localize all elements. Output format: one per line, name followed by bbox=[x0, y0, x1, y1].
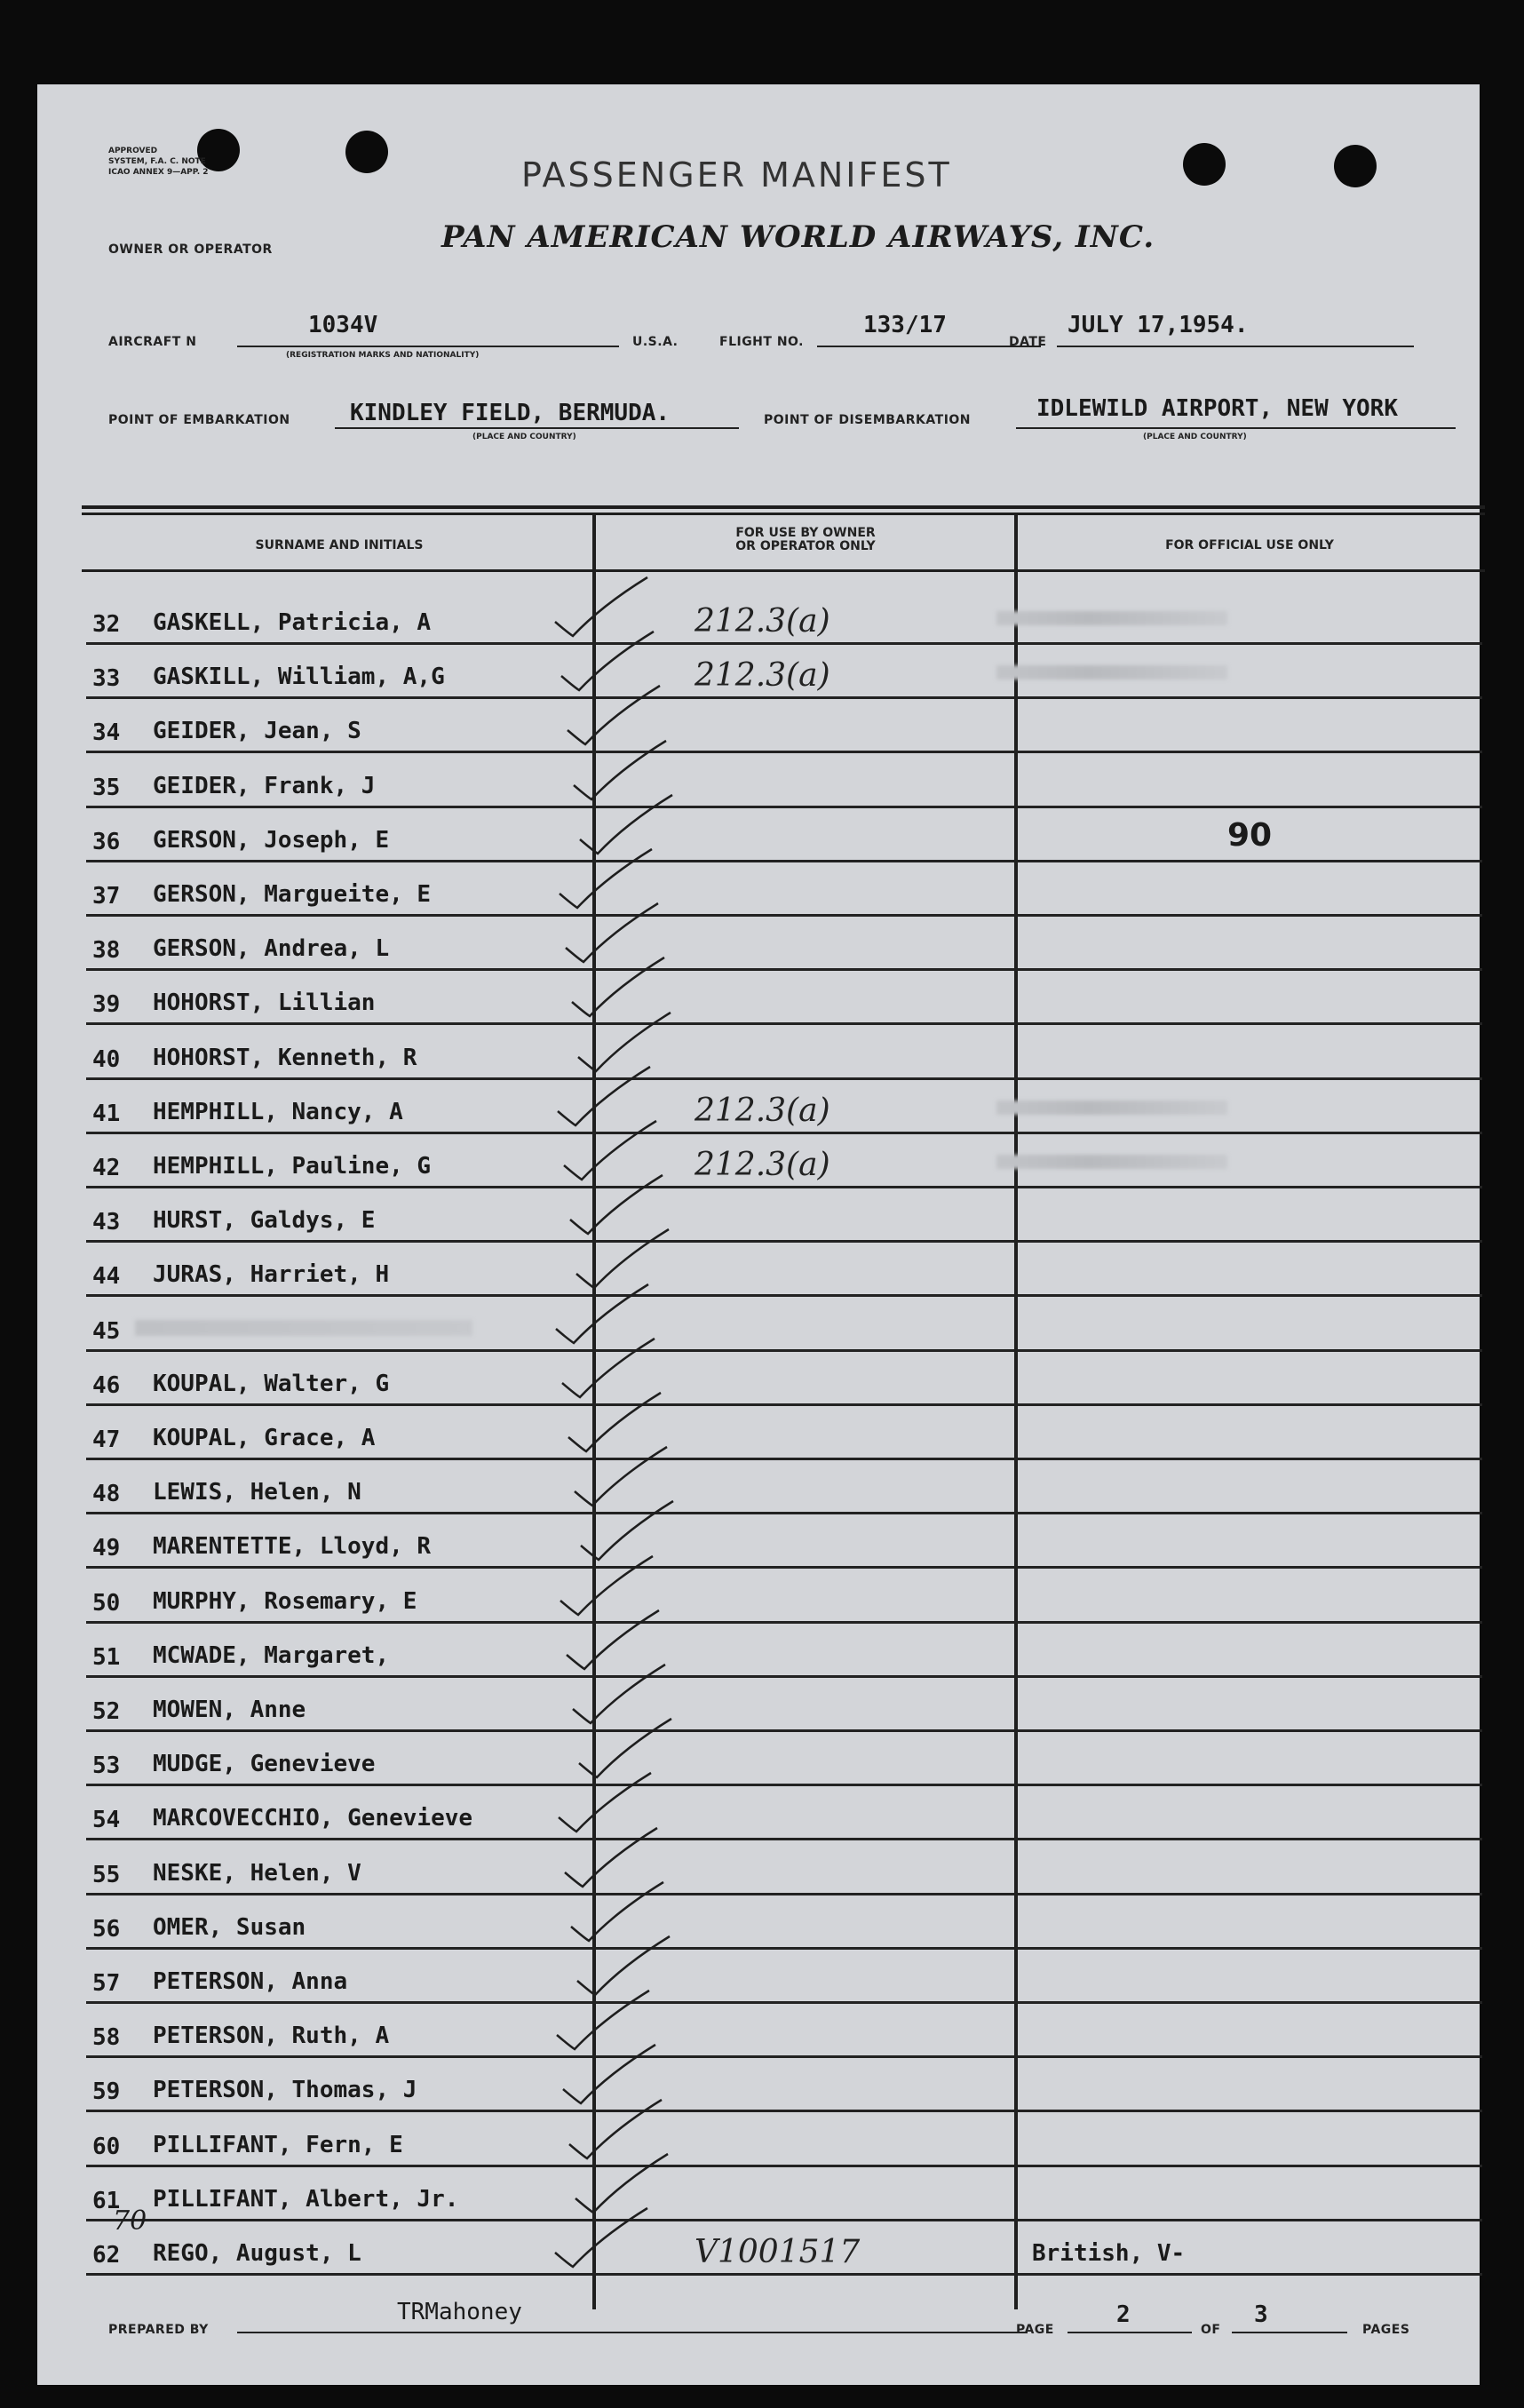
punch-hole bbox=[1183, 143, 1226, 186]
column-header-official: FOR OFFICIAL USE ONLY bbox=[1165, 538, 1334, 552]
row-number: 33 bbox=[92, 665, 121, 693]
page-number: 2 bbox=[1116, 2301, 1131, 2328]
passenger-row bbox=[37, 2167, 1480, 2221]
passenger-name: LEWIS, Helen, N bbox=[153, 1479, 361, 1506]
page-total: 3 bbox=[1254, 2301, 1268, 2328]
operator-code: 212.3(a) bbox=[695, 603, 830, 640]
passenger-name: HEMPHILL, Nancy, A bbox=[153, 1098, 403, 1125]
disembark-value: IDLEWILD AIRPORT, NEW YORK bbox=[1036, 395, 1398, 422]
punch-hole bbox=[345, 131, 388, 173]
operator-code: 212.3(a) bbox=[695, 1147, 830, 1183]
page-title: PASSENGER MANIFEST bbox=[521, 155, 952, 195]
passenger-name: PETERSON, Anna bbox=[153, 1968, 348, 1995]
flight-label: FLIGHT NO. bbox=[719, 335, 804, 349]
row-number: 48 bbox=[92, 1481, 121, 1508]
aircraft-value: 1034V bbox=[308, 312, 378, 338]
passenger-row bbox=[37, 1624, 1480, 1678]
row-number: 56 bbox=[92, 1915, 121, 1943]
passenger-row bbox=[37, 1134, 1480, 1188]
passenger-row bbox=[37, 917, 1480, 971]
passenger-name: KOUPAL, Grace, A bbox=[153, 1425, 376, 1451]
passenger-name: MARENTETTE, Lloyd, R bbox=[153, 1533, 432, 1561]
row-number: 55 bbox=[92, 1861, 121, 1888]
passenger-name: GEIDER, Jean, S bbox=[153, 718, 361, 745]
row-number: 35 bbox=[92, 774, 121, 801]
row-number: 61 bbox=[92, 2187, 121, 2214]
registration-note: (REGISTRATION MARKS AND NATIONALITY) bbox=[286, 351, 480, 360]
country-label: U.S.A. bbox=[632, 335, 679, 349]
redacted-official bbox=[996, 1101, 1227, 1115]
owner-value: PAN AMERICAN WORLD AIRWAYS, INC. bbox=[441, 219, 1155, 255]
passenger-name: GERSON, Margueite, E bbox=[153, 881, 432, 908]
operator-code: V1001517 bbox=[695, 2234, 861, 2270]
prepared-by-value: TRMahoney bbox=[397, 2299, 522, 2325]
row-number: 60 bbox=[92, 2133, 121, 2160]
approval-stamp-line: SYSTEM, F.A. C. NOTE bbox=[108, 157, 206, 166]
check-mark-icon bbox=[548, 2201, 655, 2272]
row-number: 50 bbox=[92, 1589, 121, 1617]
passenger-row bbox=[37, 2004, 1480, 2058]
passenger-name: PILLIFANT, Albert, Jr. bbox=[153, 2185, 459, 2213]
passenger-name: PETERSON, Ruth, A bbox=[153, 2023, 390, 2050]
row-number: 44 bbox=[92, 1263, 121, 1291]
approval-stamp-line: ICAO ANNEX 9—APP. 2 bbox=[108, 168, 209, 177]
page-label: PAGE bbox=[1016, 2323, 1054, 2337]
column-header-surname: SURNAME AND INITIALS bbox=[255, 538, 424, 552]
passenger-row bbox=[37, 808, 1480, 862]
passenger-name: MURPHY, Rosemary, E bbox=[153, 1587, 417, 1615]
owner-label: OWNER OR OPERATOR bbox=[108, 242, 273, 257]
passenger-row bbox=[37, 1460, 1480, 1514]
row-rule bbox=[86, 2273, 1482, 2276]
passenger-row bbox=[37, 2221, 1480, 2276]
row-number: 34 bbox=[92, 719, 121, 747]
operator-code: 212.3(a) bbox=[695, 657, 830, 695]
passenger-row bbox=[37, 971, 1480, 1025]
prepared-by-label: PREPARED BY bbox=[108, 2323, 209, 2337]
date-label: DATE bbox=[1009, 335, 1047, 349]
row-number: 57 bbox=[92, 1970, 121, 1997]
row-number: 40 bbox=[92, 1045, 121, 1073]
disembark-note: (PLACE AND COUNTRY) bbox=[1143, 433, 1247, 441]
date-value: JULY 17,1954. bbox=[1068, 312, 1249, 338]
passenger-name: HEMPHILL, Pauline, G bbox=[153, 1153, 432, 1180]
passenger-row bbox=[37, 1298, 1480, 1352]
punch-hole bbox=[1334, 145, 1377, 187]
passenger-name: HURST, Galdys, E bbox=[153, 1207, 376, 1235]
passenger-name: MUDGE, Genevieve bbox=[153, 1751, 376, 1778]
passenger-name: GERSON, Andrea, L bbox=[153, 935, 390, 963]
official-note: 90 bbox=[1227, 816, 1273, 854]
passenger-name: OMER, Susan bbox=[153, 1913, 306, 1941]
row62-handwritten-note: 70 bbox=[113, 2205, 147, 2237]
disembark-label: POINT OF DISEMBARKATION bbox=[764, 413, 972, 427]
manifest-sheet bbox=[37, 84, 1480, 2385]
row-number: 42 bbox=[92, 1155, 121, 1181]
row-number: 58 bbox=[92, 2024, 121, 2052]
passenger-row bbox=[37, 591, 1480, 645]
passenger-name: NESKE, Helen, V bbox=[153, 1859, 361, 1887]
passenger-name: JURAS, Harriet, H bbox=[153, 1261, 390, 1289]
row-number: 53 bbox=[92, 1752, 121, 1780]
passenger-row bbox=[37, 699, 1480, 753]
passenger-name: HOHORST, Lillian bbox=[153, 989, 376, 1017]
pages-label: PAGES bbox=[1362, 2323, 1410, 2337]
flight-value: 133/17 bbox=[863, 312, 947, 338]
row-number: 54 bbox=[92, 1807, 121, 1834]
operator-code: 212.3(a) bbox=[695, 1092, 830, 1129]
embark-label: POINT OF EMBARKATION bbox=[108, 413, 290, 427]
passenger-row bbox=[37, 1841, 1480, 1895]
passenger-row bbox=[37, 1570, 1480, 1624]
row-number: 52 bbox=[92, 1698, 121, 1725]
passenger-row bbox=[37, 1080, 1480, 1134]
passenger-row bbox=[37, 1026, 1480, 1080]
row-number: 51 bbox=[92, 1643, 121, 1671]
passenger-name: GASKILL, William, A,G bbox=[153, 664, 445, 691]
passenger-name: REGO, August, L bbox=[153, 2240, 361, 2267]
passenger-row bbox=[37, 1732, 1480, 1786]
row-number: 49 bbox=[92, 1535, 121, 1562]
approval-stamp-line: APPROVED bbox=[108, 147, 158, 155]
row-number: 37 bbox=[92, 883, 121, 910]
row-number: 59 bbox=[92, 2078, 121, 2106]
passenger-row bbox=[37, 1406, 1480, 1460]
column-header-owner-use-1: FOR USE BY OWNER bbox=[735, 526, 876, 540]
row-number: 36 bbox=[92, 828, 121, 855]
passenger-name: MOWEN, Anne bbox=[153, 1697, 306, 1723]
row-number: 62 bbox=[92, 2242, 121, 2269]
row-number: 32 bbox=[92, 611, 121, 638]
passenger-row bbox=[37, 2058, 1480, 2112]
passenger-row bbox=[37, 645, 1480, 699]
of-label: OF bbox=[1201, 2323, 1221, 2337]
redacted-official bbox=[996, 665, 1227, 679]
passenger-row bbox=[37, 1895, 1480, 1950]
redacted-name bbox=[135, 1320, 472, 1336]
passenger-row bbox=[37, 862, 1480, 917]
passenger-row bbox=[37, 1352, 1480, 1406]
row-number: 43 bbox=[92, 1209, 121, 1236]
redacted-official bbox=[996, 611, 1227, 625]
passenger-name: MCWADE, Margaret, bbox=[153, 1641, 390, 1669]
passenger-name: GASKELL, Patricia, A bbox=[153, 609, 432, 636]
passenger-row bbox=[37, 1678, 1480, 1732]
embark-note: (PLACE AND COUNTRY) bbox=[472, 433, 576, 441]
passenger-name: KOUPAL, Walter, G bbox=[153, 1370, 390, 1397]
passenger-name: PILLIFANT, Fern, E bbox=[153, 2131, 403, 2158]
passenger-row bbox=[37, 754, 1480, 808]
column-header-owner-use-2: OR OPERATOR ONLY bbox=[735, 539, 876, 553]
passenger-row bbox=[37, 1188, 1480, 1243]
row-number: 46 bbox=[92, 1371, 121, 1399]
passenger-name: PETERSON, Thomas, J bbox=[153, 2077, 417, 2104]
aircraft-label: AIRCRAFT N bbox=[108, 335, 197, 349]
passenger-row bbox=[37, 1950, 1480, 2004]
passenger-row bbox=[37, 1514, 1480, 1569]
row-number: 45 bbox=[92, 1317, 121, 1345]
passenger-row bbox=[37, 2113, 1480, 2167]
row-number: 39 bbox=[92, 991, 121, 1019]
passenger-name: GERSON, Joseph, E bbox=[153, 826, 390, 854]
row-number: 47 bbox=[92, 1427, 121, 1453]
row-number: 41 bbox=[92, 1100, 121, 1127]
row-number: 38 bbox=[92, 937, 121, 965]
passenger-row bbox=[37, 1243, 1480, 1297]
passenger-row bbox=[37, 1786, 1480, 1840]
embark-value: KINDLEY FIELD, BERMUDA. bbox=[350, 400, 671, 426]
passenger-name: MARCOVECCHIO, Genevieve bbox=[153, 1805, 473, 1832]
passenger-name: HOHORST, Kenneth, R bbox=[153, 1044, 417, 1071]
redacted-official bbox=[996, 1155, 1227, 1169]
passenger-name: GEIDER, Frank, J bbox=[153, 772, 376, 799]
official-note: British, V- bbox=[1032, 2240, 1186, 2267]
